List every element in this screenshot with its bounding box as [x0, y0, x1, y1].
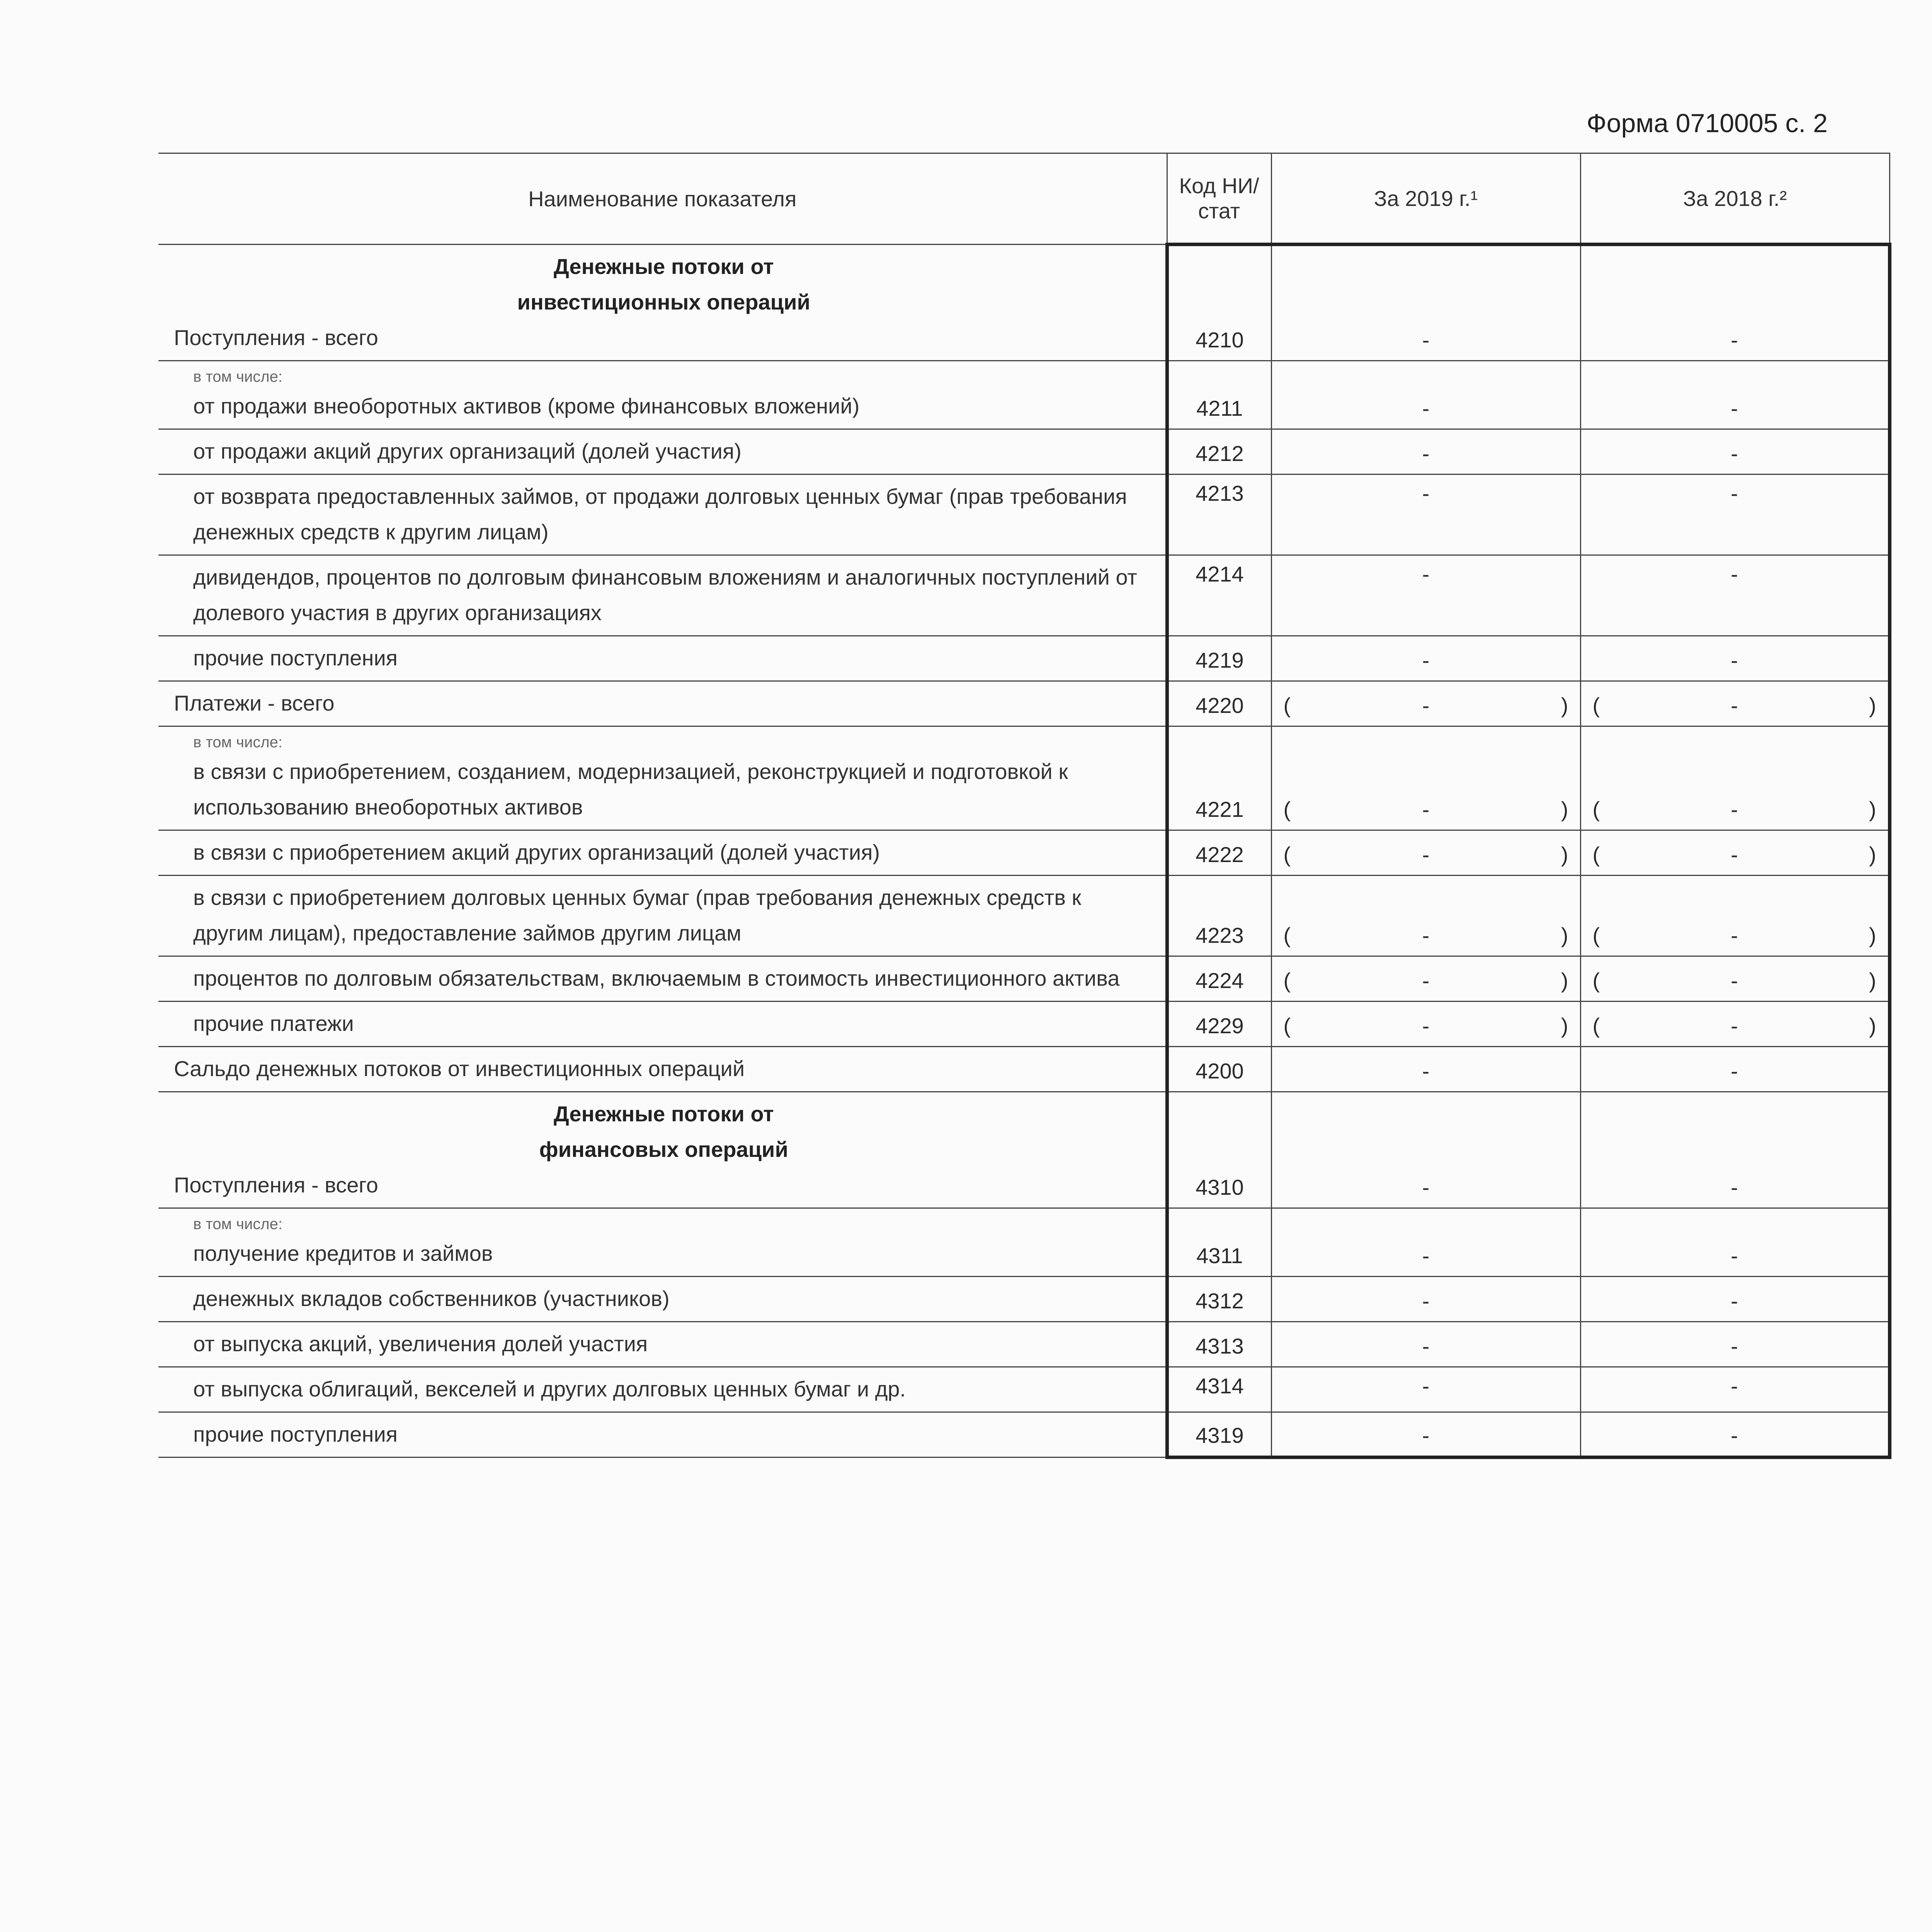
row-label: дивидендов, процентов по долговым финансовым вложениям и аналогичных поступлений от долевого участия в других организациях	[158, 555, 1167, 636]
table-row	[158, 830, 1889, 876]
value-2018: -	[1580, 636, 1889, 681]
row-label: денежных вкладов собственников (участников)	[158, 1277, 1167, 1322]
value-2019: -	[1271, 1412, 1580, 1458]
row-label: в том числе: получение кредитов и займов	[158, 1208, 1167, 1277]
row-code: 4210	[1167, 245, 1271, 361]
table-row	[158, 956, 1889, 1002]
row-code: 4214	[1167, 555, 1271, 636]
table-row	[158, 1092, 1889, 1208]
table-row	[158, 1412, 1889, 1458]
value-2018: -	[1580, 1322, 1889, 1367]
table-row	[158, 1047, 1889, 1092]
value-2018: ( - )	[1580, 681, 1889, 726]
row-code: 4219	[1167, 636, 1271, 681]
row-code: 4211	[1167, 361, 1271, 429]
value-2019: -	[1271, 1367, 1580, 1412]
table-row	[158, 429, 1889, 474]
header-2019: За 2019 г.¹	[1271, 153, 1580, 245]
including-label: в том числе:	[193, 1216, 282, 1233]
value-2018: -	[1580, 1277, 1889, 1322]
value-2018: -	[1580, 555, 1889, 636]
row-code: 4200	[1167, 1047, 1271, 1092]
table-row	[158, 1367, 1889, 1412]
row-label: в том числе: от продажи внеоборотных активов (кроме финансовых вложений)	[158, 361, 1167, 429]
row-code: 4311	[1167, 1208, 1271, 1277]
row-code: 4314	[1167, 1367, 1271, 1412]
value-2018: ( - )	[1580, 876, 1889, 956]
value-2019: -	[1271, 1277, 1580, 1322]
table-row	[158, 681, 1889, 726]
row-label: Сальдо денежных потоков от инвестиционных операций	[158, 1047, 1167, 1092]
value-2018: -	[1580, 1208, 1889, 1277]
value-2018: -	[1580, 474, 1889, 555]
table-row	[158, 474, 1889, 555]
value-2019: -	[1271, 245, 1580, 361]
value-2018: -	[1580, 361, 1889, 429]
value-2018: -	[1580, 245, 1889, 361]
row-code: 4212	[1167, 429, 1271, 474]
row-label: Денежные потоки от инвестиционных операций Поступления - всего	[158, 245, 1167, 361]
row-code: 4312	[1167, 1277, 1271, 1322]
cash-flow-table	[158, 153, 1891, 1459]
value-2019: -	[1271, 636, 1580, 681]
row-label: в том числе: в связи с приобретением, созданием, модернизацией, реконструкцией и подготовкой к использованию внеоборотных активов	[158, 726, 1167, 830]
value-2018: -	[1580, 1367, 1889, 1412]
row-code: 4224	[1167, 956, 1271, 1002]
row-label: процентов по долговым обязательствам, включаемым в стоимость инвестиционного актива	[158, 956, 1167, 1002]
row-label: прочие поступления	[158, 636, 1167, 681]
section-title: Денежные потоки от	[553, 1102, 774, 1126]
value-2019: -	[1271, 555, 1580, 636]
header-name: Наименование показателя	[158, 153, 1167, 245]
row-code: 4223	[1167, 876, 1271, 956]
value-2019: -	[1271, 1092, 1580, 1208]
row-label: от выпуска облигаций, векселей и других долговых ценных бумаг и др.	[158, 1367, 1167, 1412]
table-row	[158, 1002, 1889, 1047]
value-2018: ( - )	[1580, 830, 1889, 876]
value-2018: ( - )	[1580, 1002, 1889, 1047]
table-row	[158, 361, 1889, 429]
value-2019: -	[1271, 429, 1580, 474]
value-2018: -	[1580, 1047, 1889, 1092]
row-label: прочие платежи	[158, 1002, 1167, 1047]
value-2018: -	[1580, 429, 1889, 474]
section-title: инвестиционных операций	[517, 290, 810, 314]
value-2018: ( - )	[1580, 956, 1889, 1002]
table-row	[158, 555, 1889, 636]
value-2018: -	[1580, 1092, 1889, 1208]
value-2019: -	[1271, 1047, 1580, 1092]
table-row	[158, 636, 1889, 681]
row-label: в связи с приобретением акций других организаций (долей участия)	[158, 830, 1167, 876]
value-2019: -	[1271, 1208, 1580, 1277]
row-label: в связи с приобретением долговых ценных бумаг (прав требования денежных средств к другим лицам), предоставление займов другим лицам	[158, 876, 1167, 956]
value-2019: -	[1271, 361, 1580, 429]
row-label: от выпуска акций, увеличения долей участия	[158, 1322, 1167, 1367]
value-2019: ( - )	[1271, 681, 1580, 726]
row-code: 4221	[1167, 726, 1271, 830]
including-label: в том числе:	[193, 368, 282, 385]
row-code: 4319	[1167, 1412, 1271, 1458]
section-title: Денежные потоки от	[553, 254, 774, 279]
row-label: Денежные потоки от финансовых операций Поступления - всего	[158, 1092, 1167, 1208]
row-label: от возврата предоставленных займов, от продажи долговых ценных бумаг (прав требования денежных средств к другим лицам)	[158, 474, 1167, 555]
row-label: Платежи - всего	[158, 681, 1167, 726]
including-label: в том числе:	[193, 734, 282, 751]
row-code: 4313	[1167, 1322, 1271, 1367]
table-row	[158, 1277, 1889, 1322]
row-label: прочие поступления	[158, 1412, 1167, 1458]
table-header-row	[158, 153, 1889, 245]
row-code: 4213	[1167, 474, 1271, 555]
value-2018: -	[1580, 1412, 1889, 1458]
header-2018: За 2018 г.²	[1580, 153, 1889, 245]
section-title: финансовых операций	[539, 1137, 788, 1162]
row-label: от продажи акций других организаций (долей участия)	[158, 429, 1167, 474]
value-2019: ( - )	[1271, 876, 1580, 956]
value-2019: ( - )	[1271, 726, 1580, 830]
form-code: Форма 0710005 с. 2	[1586, 109, 1828, 138]
table-row	[158, 876, 1889, 956]
value-2019: -	[1271, 1322, 1580, 1367]
header-code: Код НИ/ стат	[1167, 153, 1271, 245]
value-2019: ( - )	[1271, 956, 1580, 1002]
row-code: 4220	[1167, 681, 1271, 726]
value-2019: ( - )	[1271, 830, 1580, 876]
value-2019: -	[1271, 474, 1580, 555]
value-2019: ( - )	[1271, 1002, 1580, 1047]
row-code: 4310	[1167, 1092, 1271, 1208]
table-row	[158, 726, 1889, 830]
table-row	[158, 1322, 1889, 1367]
table-row	[158, 245, 1889, 361]
row-code: 4222	[1167, 830, 1271, 876]
value-2018: ( - )	[1580, 726, 1889, 830]
row-code: 4229	[1167, 1002, 1271, 1047]
table-row	[158, 1208, 1889, 1277]
